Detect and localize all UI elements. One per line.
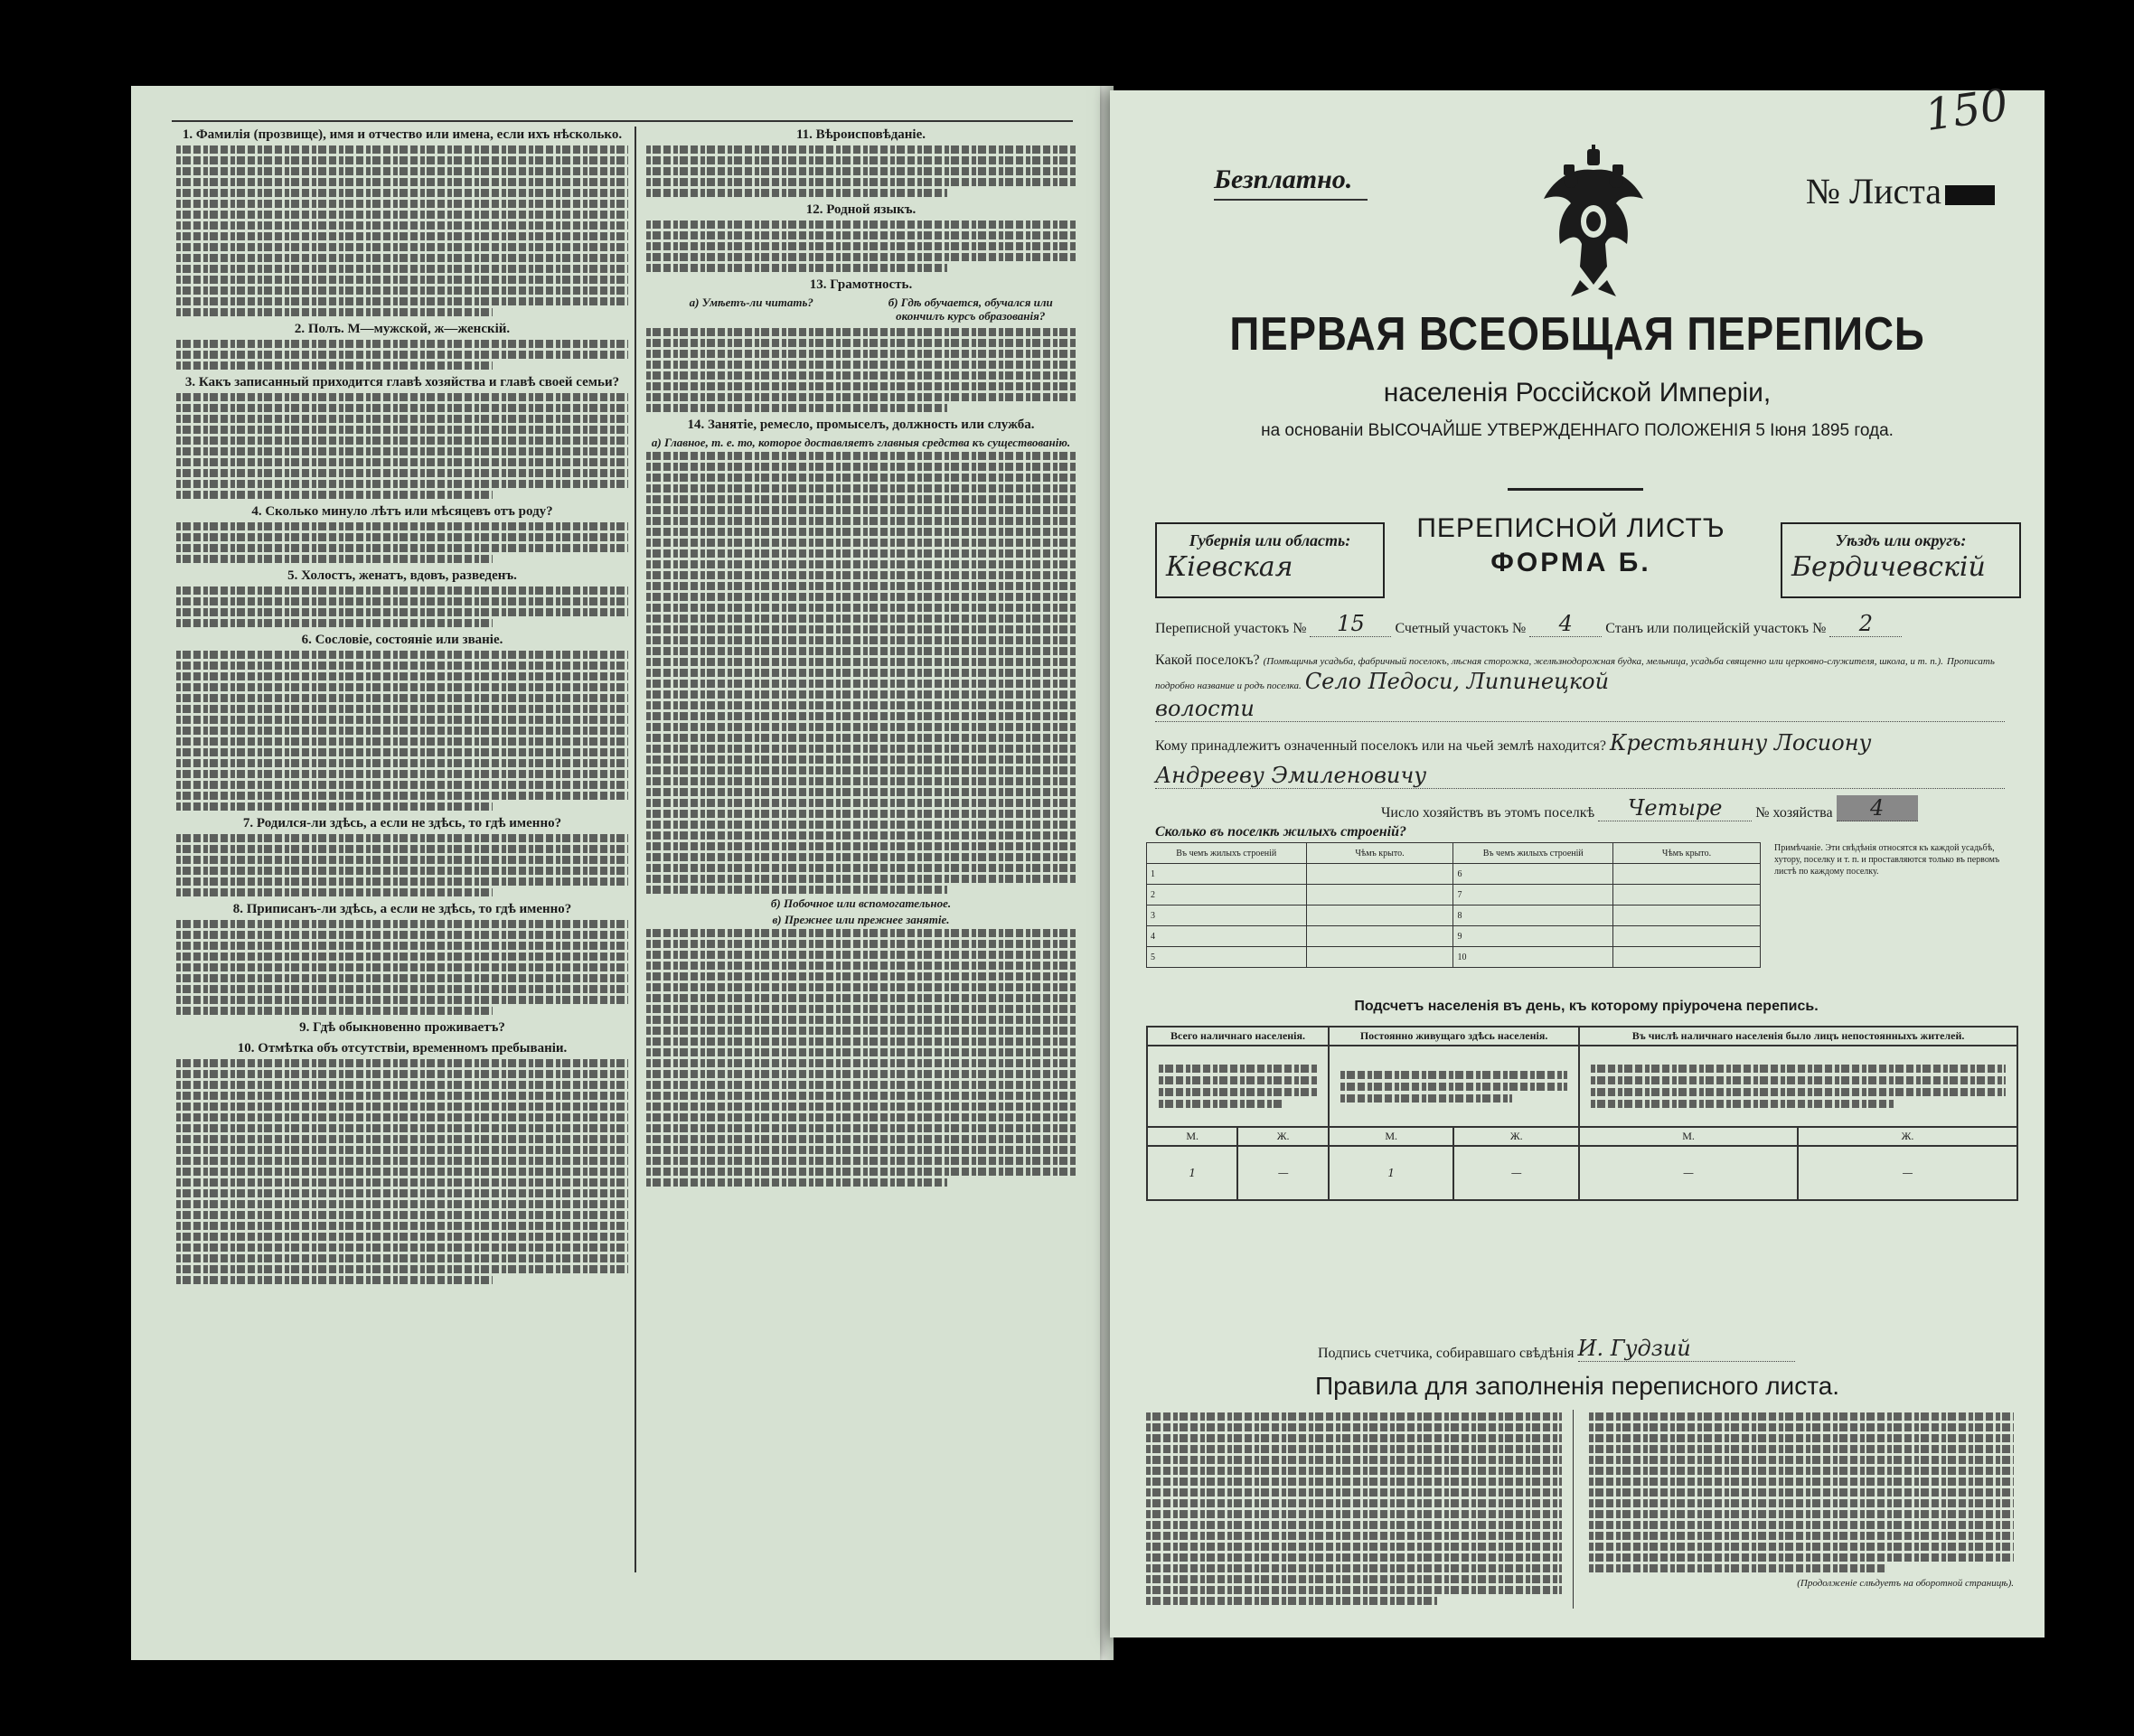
province-box xyxy=(1155,522,1385,598)
section-heading: 4. Сколько минуло лѣтъ или мѣсяцевъ отъ роду? xyxy=(251,504,553,519)
nonresident-male-value[interactable]: — xyxy=(1579,1146,1798,1200)
page-subtitle: населенія Россійской Имперіи, xyxy=(1383,378,1772,408)
table-row: 3 xyxy=(1147,906,1307,926)
section-subheading: а) Умѣетъ-ли читать? xyxy=(689,296,813,309)
nonresident-female-value[interactable]: — xyxy=(1798,1146,2017,1200)
form-letter: ФОРМА Б. xyxy=(1490,548,1651,577)
section-heading: 13. Грамотность. xyxy=(809,277,913,292)
census-form-page xyxy=(1110,79,2045,1637)
signature-value[interactable]: И. Гудзий xyxy=(1578,1336,1795,1362)
buildings-table-wrap xyxy=(1146,842,1761,968)
section-heading: 8. Приписанъ-ли здѣсь, а если не здѣсь, то гдѣ именно? xyxy=(232,902,572,916)
sheet-number: № Листа xyxy=(1806,170,1995,212)
settlement-value[interactable]: Село Педоси, Липинецкой xyxy=(1304,669,1610,694)
section-heading: 11. Вѣроисповѣданіе. xyxy=(796,127,926,142)
household-number-value[interactable]: 4 xyxy=(1837,795,1918,821)
section-heading: 9. Гдѣ обыкновенно проживаетъ? xyxy=(299,1020,505,1035)
free-label: Безплатно. xyxy=(1214,164,1353,194)
page-title: ПЕРВАЯ ВСЕОБЩАЯ ПЕРЕПИСЬ xyxy=(1229,308,1925,361)
section-heading: 5. Холостъ, женатъ, вдовъ, разведенъ. xyxy=(287,568,517,583)
double-headed-eagle-icon xyxy=(1535,145,1652,298)
census-area-row: Переписной участокъ № 15 Счетный участокъ № 4 Станъ или полицейскій участокъ № 2 xyxy=(1155,611,2017,637)
district-label: Уѣздъ или округъ: xyxy=(1835,531,1967,549)
form-title xyxy=(1381,513,1761,578)
households-row: Число хозяйствъ въ этомъ поселкѣ Четыре № хозяйства 4 xyxy=(1381,795,2017,821)
population-heading: Подсчетъ населенія въ день, къ которому пріурочена перепись. xyxy=(1354,999,1819,1014)
district-value[interactable]: Бердичевскій xyxy=(1791,551,1986,583)
owner-value-continued[interactable]: Андрееву Эмиленовичу xyxy=(1155,763,2005,789)
instructions-column-right xyxy=(646,122,1076,1588)
rules-continued-note: (Продолженіе слѣдуетъ на оборотной страницѣ). xyxy=(1797,1578,2014,1589)
rules-column-left xyxy=(1146,1410,1562,1608)
total-female-value[interactable]: — xyxy=(1237,1146,1329,1200)
table-row: 1 xyxy=(1147,864,1307,885)
total-male-value[interactable]: 1 xyxy=(1147,1146,1237,1200)
section-heading: 10. Отмѣтка объ отсутствіи, временномъ пребываніи. xyxy=(237,1041,568,1056)
rules-title: Правила для заполненія переписного листа. xyxy=(1314,1372,1840,1400)
permanent-female-value[interactable]: — xyxy=(1453,1146,1579,1200)
section-subheading: б) Гдѣ обучается, обучался или окончилъ курсъ образованія? xyxy=(888,296,1053,323)
section-heading: 3. Какъ записанный приходится главѣ хозяйства и главѣ своей семьи? xyxy=(184,375,620,389)
section-heading: 12. Родной языкъ. xyxy=(805,202,917,217)
section-heading: 6. Сословіе, состояніе или званіе. xyxy=(301,633,503,647)
province-value[interactable]: Кіевская xyxy=(1166,551,1293,583)
section-heading: 14. Занятіе, ремесло, промыселъ, должность или служба. xyxy=(687,418,1035,432)
section-subheading: а) Главное, т. е. то, которое доставляетъ главныя средства къ существованію. xyxy=(651,436,1071,449)
owner-value[interactable]: Крестьянину Лосиону xyxy=(1609,730,1872,755)
form-name: ПЕРЕПИСНОЙ ЛИСТЪ xyxy=(1416,513,1725,543)
buildings-label: Сколько въ поселкѣ жилыхъ строеній? xyxy=(1155,824,1406,840)
settlement-value-continued[interactable]: волости xyxy=(1155,696,2005,722)
instructions-column-left xyxy=(176,122,628,1588)
settlement-row: Какой поселокъ? (Помѣщичья усадьба, фабричный поселокъ, лѣсная сторожка, желѣзнодорожная будка, мельница, усадьба священно или церковно-служителя, школа, и т. п.). Прописать подробно название и родъ поселка. Село Педоси, Липинецкой xyxy=(1155,652,1995,694)
counting-area-value[interactable]: 4 xyxy=(1529,611,1602,637)
section-heading: 1. Фамилія (прозвище), имя и отчество или имена, если ихъ нѣсколько. xyxy=(182,127,623,142)
rules-column-right xyxy=(1589,1410,2014,1589)
province-label: Губернія или область: xyxy=(1189,531,1351,549)
section-subheading: б) Побочное или вспомогательное. xyxy=(770,896,952,910)
table-row: 2 xyxy=(1147,885,1307,906)
archive-page-number: 150 xyxy=(1922,79,2012,142)
census-area-value[interactable]: 15 xyxy=(1310,611,1391,637)
population-table: Всего наличнаго населенія. Постоянно живущаго здѣсь населенія. Въ числѣ наличнаго населенія было лицъ непостоянныхъ жителей. М. Ж. М. Ж. М. Ж. 1 — 1 — — — xyxy=(1146,1026,2018,1201)
owner-row: Кому принадлежитъ означенный поселокъ или на чьей землѣ находится? Крестьянину Лосиону xyxy=(1155,730,1872,755)
instructions-page xyxy=(131,86,1100,1660)
households-value[interactable]: Четыре xyxy=(1598,795,1752,821)
population-table-wrap xyxy=(1146,1026,2018,1201)
table-row: 4 xyxy=(1147,926,1307,947)
district-box xyxy=(1781,522,2021,598)
signature-row: Подпись счетчика, собиравшаго свѣдѣнія И. Гудзий xyxy=(1318,1336,2017,1362)
column-divider xyxy=(635,127,636,1572)
section-heading: 2. Полъ. М—мужской, ж—женскій. xyxy=(294,322,511,336)
legal-basis: на основаніи ВЫСОЧАЙШЕ УТВЕРЖДЕННАГО ПОЛОЖЕНІЯ 5 Іюня 1895 года. xyxy=(1261,421,1894,440)
buildings-note: Примѣчаніе. Эти свѣдѣнія относятся къ каждой усадьбѣ, хутору, поселку и т. п. и проставляются только въ первомъ листѣ по каждому поселку. xyxy=(1774,843,2000,877)
section-subheading: в) Прежнее или прежнее занятіе. xyxy=(772,913,950,926)
camp-value[interactable]: 2 xyxy=(1829,611,1902,637)
table-row: 5 xyxy=(1147,947,1307,968)
permanent-male-value[interactable]: 1 xyxy=(1329,1146,1453,1200)
redacted-block xyxy=(1945,185,1995,205)
section-heading: 7. Родился-ли здѣсь, а если не здѣсь, то гдѣ именно? xyxy=(242,816,562,830)
buildings-table: Въ чемъ жилыхъ строеній Чѣмъ крыто. Въ чемъ жилыхъ строеній Чѣмъ крыто. 1 6 2 7 3 8 4 9 5 10 xyxy=(1146,842,1761,968)
